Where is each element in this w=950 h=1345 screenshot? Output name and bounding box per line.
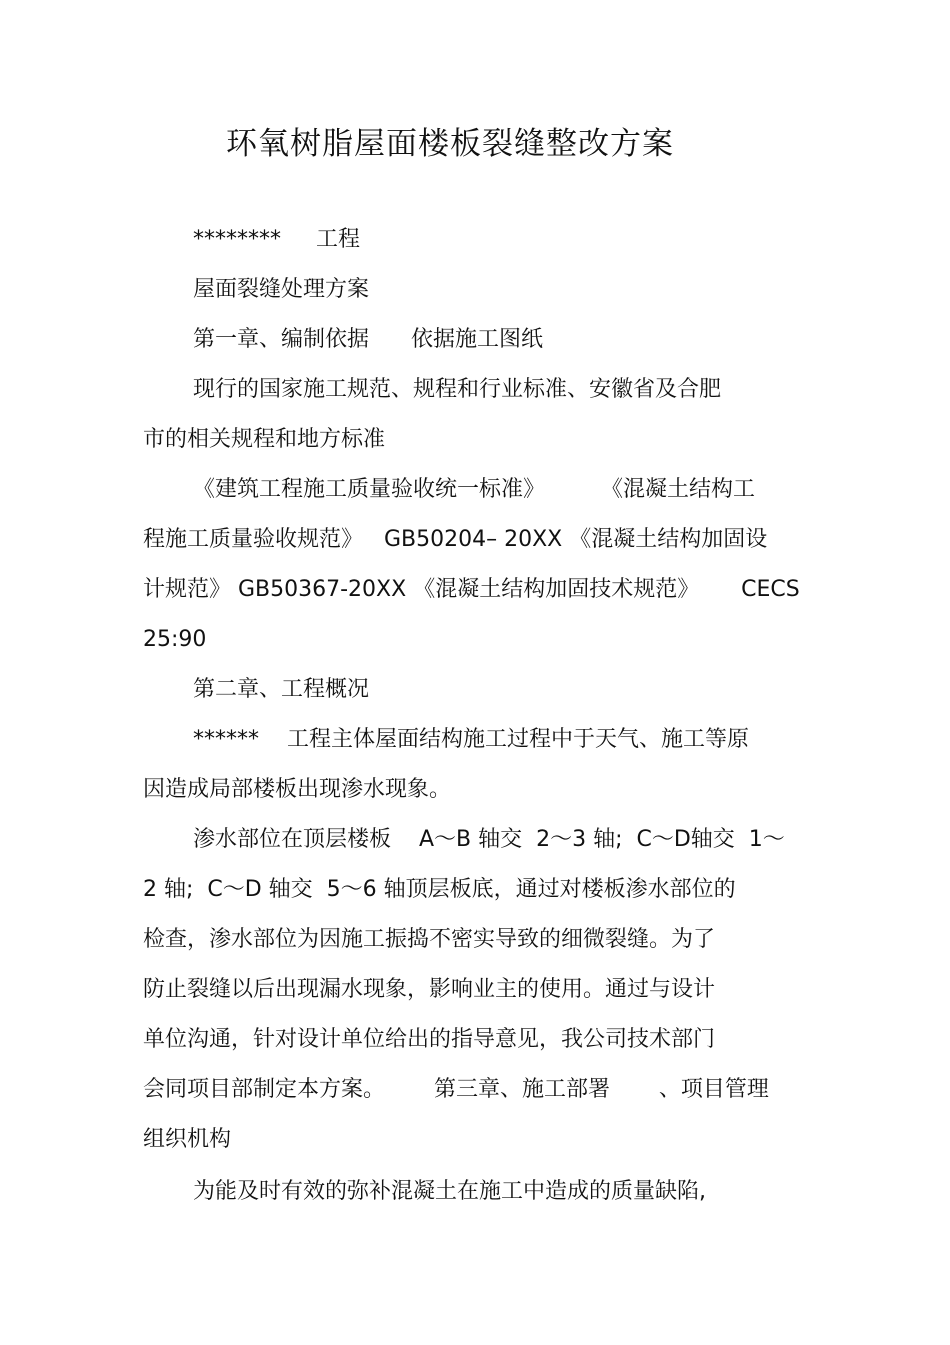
text-line: 渗水部位在顶层楼板 A～B 轴交 2～3 轴; C～D轴交 1～: [193, 827, 785, 852]
text-line: 市的相关规程和地方标准: [143, 427, 386, 452]
text-line: ****** 工程主体屋面结构施工过程中于天气、施工等原: [193, 727, 749, 752]
text-line: 会同项目部制定本方案。 第三章、施工部署 、项目管理: [143, 1077, 769, 1102]
text-line: 组织机构: [143, 1127, 232, 1152]
text-line: 2 轴; C～D 轴交 5～6 轴顶层板底，通过对楼板渗水部位的: [143, 877, 736, 902]
text-line: 屋面裂缝处理方案: [193, 277, 370, 302]
text-line: 检查，渗水部位为因施工振捣不密实导致的细微裂缝。为了: [143, 927, 716, 952]
text-line: 第一章、编制依据 依据施工图纸: [193, 327, 543, 352]
text-line: ******** 工程: [193, 227, 360, 252]
text-line: 单位沟通，针对设计单位给出的指导意见，我公司技术部门: [143, 1027, 716, 1052]
text-line: 现行的国家施工规范、规程和行业标准、安徽省及合肥: [193, 377, 722, 402]
document-title: 环氧树脂屋面楼板裂缝整改方案: [226, 126, 674, 162]
text-line: 防止裂缝以后出现漏水现象，影响业主的使用。通过与设计: [143, 977, 716, 1002]
text-line: 第二章、工程概况: [193, 677, 370, 702]
text-line: 程施工质量验收规范》 GB50204– 20XX 《混凝土结构加固设: [143, 527, 768, 552]
text-line: 25:90: [143, 627, 207, 652]
text-line: 因造成局部楼板出现渗水现象。: [143, 777, 452, 802]
text-line: 为能及时有效的弥补混凝土在施工中造成的质量缺陷,: [193, 1179, 706, 1204]
text-line: 计规范》 GB50367-20XX 《混凝土结构加固技术规范》 CECS: [143, 577, 800, 602]
text-line: 《建筑工程施工质量验收统一标准》 《混凝土结构工: [193, 477, 755, 502]
